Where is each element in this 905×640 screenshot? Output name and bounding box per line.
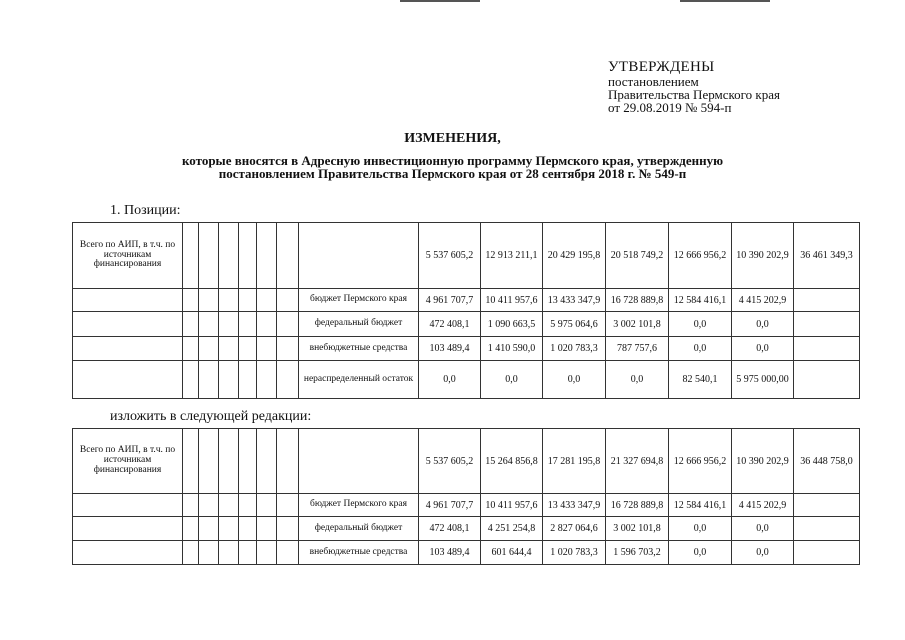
value-cell: 12 666 956,2 (669, 223, 732, 289)
empty-cell (73, 312, 183, 337)
value-cell: 12 913 211,1 (481, 223, 543, 289)
source-cell: бюджет Пермского края (299, 289, 419, 312)
table-row (73, 494, 860, 517)
table-row-total (73, 429, 860, 494)
value-cell: 4 961 707,7 (419, 289, 481, 312)
value-cell (794, 312, 860, 337)
empty-cell (219, 312, 239, 337)
empty-cell (73, 289, 183, 312)
value-cell: 4 415 202,9 (732, 289, 794, 312)
value-cell (794, 517, 860, 541)
total-label-cell: Всего по АИП, в т.ч. по источникам финансирования (73, 429, 183, 494)
approval-line: от 29.08.2019 № 594-п (608, 100, 732, 115)
empty-cell (257, 361, 277, 399)
value-cell: 5 975 000,00 (732, 361, 794, 399)
empty-cell (199, 312, 219, 337)
empty-cell (257, 289, 277, 312)
value-cell: 472 408,1 (419, 312, 481, 337)
empty-cell (183, 517, 199, 541)
empty-cell (219, 541, 239, 565)
empty-cell (257, 337, 277, 361)
value-cell: 0,0 (606, 361, 669, 399)
value-cell: 4 251 254,8 (481, 517, 543, 541)
empty-cell (239, 541, 257, 565)
empty-cell (219, 361, 239, 399)
empty-cell (277, 494, 299, 517)
empty-cell (183, 223, 199, 289)
source-cell: нераспределенный остаток (299, 361, 419, 399)
value-cell: 20 518 749,2 (606, 223, 669, 289)
section-label-positions: 1. Позиции: (110, 203, 181, 218)
value-cell: 17 281 195,8 (543, 429, 606, 494)
approval-line: постановлением (608, 74, 699, 89)
empty-cell (257, 312, 277, 337)
value-cell: 0,0 (732, 337, 794, 361)
table-old-positions (72, 222, 860, 399)
empty-cell (199, 429, 219, 494)
value-cell: 0,0 (669, 541, 732, 565)
value-cell: 20 429 195,8 (543, 223, 606, 289)
value-cell: 0,0 (732, 541, 794, 565)
document-title: ИЗМЕНЕНИЯ, (404, 131, 501, 146)
value-cell: 0,0 (419, 361, 481, 399)
value-cell: 4 415 202,9 (732, 494, 794, 517)
value-cell: 12 584 416,1 (669, 289, 732, 312)
empty-cell (257, 494, 277, 517)
empty-cell (73, 361, 183, 399)
table-row (73, 517, 860, 541)
table-row (73, 337, 860, 361)
empty-cell (219, 337, 239, 361)
value-cell: 13 433 347,9 (543, 289, 606, 312)
value-cell: 103 489,4 (419, 541, 481, 565)
value-cell: 1 410 590,0 (481, 337, 543, 361)
value-cell: 103 489,4 (419, 337, 481, 361)
value-cell: 0,0 (481, 361, 543, 399)
top-edge-line (680, 0, 770, 2)
value-cell: 3 002 101,8 (606, 517, 669, 541)
empty-cell (299, 223, 419, 289)
empty-cell (199, 289, 219, 312)
empty-cell (277, 223, 299, 289)
value-cell: 21 327 694,8 (606, 429, 669, 494)
empty-cell (257, 541, 277, 565)
table-new-edition (72, 428, 860, 565)
empty-cell (219, 429, 239, 494)
value-cell: 16 728 889,8 (606, 494, 669, 517)
empty-cell (183, 289, 199, 312)
value-cell (794, 361, 860, 399)
value-cell: 0,0 (669, 517, 732, 541)
empty-cell (239, 312, 257, 337)
empty-cell (219, 517, 239, 541)
empty-cell (277, 541, 299, 565)
top-edge-line (400, 0, 480, 2)
empty-cell (219, 289, 239, 312)
value-cell: 5 537 605,2 (419, 429, 481, 494)
value-cell: 10 390 202,9 (732, 223, 794, 289)
empty-cell (219, 223, 239, 289)
table-row-total (73, 223, 860, 289)
empty-cell (183, 494, 199, 517)
source-cell: внебюджетные средства (299, 541, 419, 565)
empty-cell (199, 361, 219, 399)
empty-cell (239, 289, 257, 312)
approval-line: Правительства Пермского края (608, 87, 780, 102)
table-row (73, 289, 860, 312)
empty-cell (199, 337, 219, 361)
empty-cell (277, 429, 299, 494)
table-row (73, 361, 860, 399)
empty-cell (73, 494, 183, 517)
empty-cell (183, 312, 199, 337)
source-cell: внебюджетные средства (299, 337, 419, 361)
empty-cell (299, 429, 419, 494)
empty-cell (277, 289, 299, 312)
subtitle-line: которые вносятся в Адресную инвестиционную программу Пермского края, утвержденную (181, 153, 724, 168)
empty-cell (277, 361, 299, 399)
value-cell (794, 337, 860, 361)
empty-cell (239, 223, 257, 289)
empty-cell (183, 337, 199, 361)
empty-cell (257, 429, 277, 494)
value-cell: 15 264 856,8 (481, 429, 543, 494)
empty-cell (239, 337, 257, 361)
value-cell: 5 975 064,6 (543, 312, 606, 337)
source-cell: федеральный бюджет (299, 312, 419, 337)
table-row (73, 541, 860, 565)
empty-cell (239, 494, 257, 517)
value-cell: 0,0 (732, 517, 794, 541)
value-cell: 472 408,1 (419, 517, 481, 541)
value-cell: 0,0 (543, 361, 606, 399)
document-subtitle (100, 154, 805, 180)
value-cell: 10 390 202,9 (732, 429, 794, 494)
empty-cell (73, 541, 183, 565)
value-cell: 601 644,4 (481, 541, 543, 565)
value-cell: 0,0 (732, 312, 794, 337)
empty-cell (199, 223, 219, 289)
empty-cell (239, 517, 257, 541)
empty-cell (277, 312, 299, 337)
value-cell: 5 537 605,2 (419, 223, 481, 289)
value-cell: 3 002 101,8 (606, 312, 669, 337)
value-cell: 13 433 347,9 (543, 494, 606, 517)
empty-cell (199, 517, 219, 541)
table-row (73, 312, 860, 337)
value-cell (794, 541, 860, 565)
value-cell: 16 728 889,8 (606, 289, 669, 312)
empty-cell (73, 517, 183, 541)
approval-block (608, 60, 780, 114)
value-cell: 0,0 (669, 312, 732, 337)
subtitle-line: постановлением Правительства Пермского края от 28 сентября 2018 г. № 549-п (218, 166, 687, 181)
empty-cell (183, 541, 199, 565)
value-cell: 1 090 663,5 (481, 312, 543, 337)
section-label-new-edition: изложить в следующей редакции: (110, 409, 312, 424)
value-cell: 36 461 349,3 (794, 223, 860, 289)
value-cell: 787 757,6 (606, 337, 669, 361)
source-cell: бюджет Пермского края (299, 494, 419, 517)
empty-cell (183, 429, 199, 494)
empty-cell (199, 541, 219, 565)
value-cell: 1 020 783,3 (543, 337, 606, 361)
value-cell: 10 411 957,6 (481, 494, 543, 517)
total-label-cell: Всего по АИП, в т.ч. по источникам финансирования (73, 223, 183, 289)
empty-cell (219, 494, 239, 517)
source-cell: федеральный бюджет (299, 517, 419, 541)
empty-cell (257, 223, 277, 289)
value-cell: 82 540,1 (669, 361, 732, 399)
value-cell (794, 494, 860, 517)
empty-cell (73, 337, 183, 361)
value-cell: 4 961 707,7 (419, 494, 481, 517)
value-cell: 2 827 064,6 (543, 517, 606, 541)
value-cell: 1 596 703,2 (606, 541, 669, 565)
empty-cell (239, 361, 257, 399)
empty-cell (183, 361, 199, 399)
empty-cell (277, 517, 299, 541)
value-cell (794, 289, 860, 312)
value-cell: 12 666 956,2 (669, 429, 732, 494)
value-cell: 10 411 957,6 (481, 289, 543, 312)
value-cell: 12 584 416,1 (669, 494, 732, 517)
value-cell: 36 448 758,0 (794, 429, 860, 494)
approval-title: УТВЕРЖДЕНЫ (608, 59, 715, 75)
empty-cell (199, 494, 219, 517)
value-cell: 0,0 (669, 337, 732, 361)
empty-cell (257, 517, 277, 541)
empty-cell (277, 337, 299, 361)
value-cell: 1 020 783,3 (543, 541, 606, 565)
empty-cell (239, 429, 257, 494)
